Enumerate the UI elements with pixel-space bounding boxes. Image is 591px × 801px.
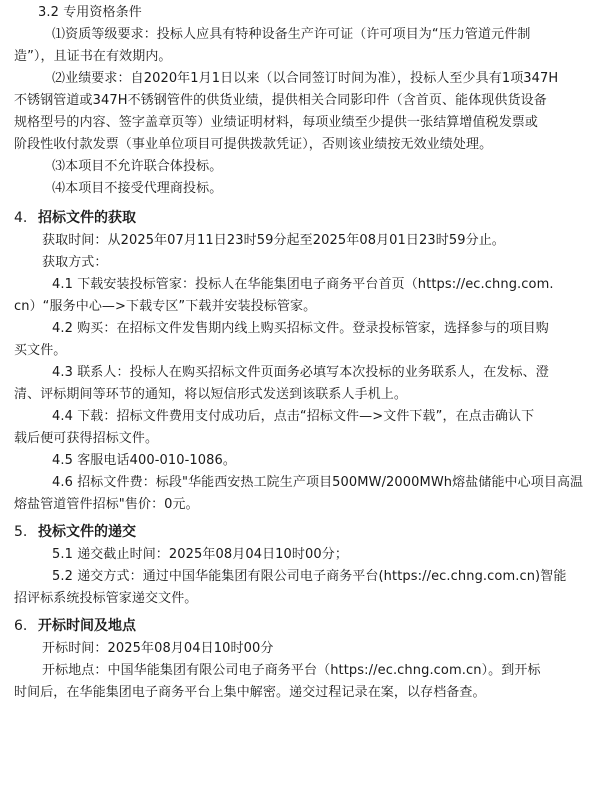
item-5-2: 5.2 递交方式：通过中国华能集团有限公司电子商务平台(https://ec.chng.com.cn)智能 xyxy=(52,569,567,584)
item-4-3-cont: 清、评标期间等环节的通知，将以短信形式发送到该联系人手机上。 xyxy=(14,387,408,402)
qualification-item-2: ⑵业绩要求：自2020年1月1日以来（以合同签订时间为准），投标人至少具有1项347H xyxy=(52,71,559,86)
item-4-6: 4.6 招标文件费：标段"华能西安热工院生产项目500MW/2000MWh熔盐储能中心项目高温 xyxy=(52,475,584,490)
qualification-item-1-cont: 造”），且证书在有效期内。 xyxy=(14,49,172,64)
qualification-item-2-cont-1: 不锈钢管道或347H不锈钢管件的供货业绩，提供相关合同影印件（含首页、能体现供货设备 xyxy=(14,93,547,108)
item-4-2-cont: 买文件。 xyxy=(14,343,67,358)
item-4-4: 4.4 下载：招标文件费用支付成功后，点击“招标文件—>文件下载”，在点击确认下 xyxy=(52,409,535,424)
qualification-item-2-cont-2: 规格型号的内容、签字盖章页等）业绩证明材料，每项业绩至少提供一张结算增值税发票或 xyxy=(14,115,539,130)
section-title: 招标文件的获取 xyxy=(38,210,136,226)
item-5-1: 5.1 递交截止时间：2025年08月04日10时00分； xyxy=(52,547,348,562)
opening-time: 开标时间：2025年08月04日10时00分 xyxy=(42,641,274,656)
opening-place: 开标地点：中国华能集团有限公司电子商务平台（https://ec.chng.com.cn）。到开标 xyxy=(42,663,541,678)
qualification-item-2-cont-3: 阶段性收付款发票（事业单位项目可提供拨款凭证），否则该业绩按无效业绩处理。 xyxy=(14,137,493,152)
section-title: 投标文件的递交 xyxy=(38,524,136,540)
subsection-title-3-2: 3.2 专用资格条件 xyxy=(38,5,142,20)
section-heading-5 xyxy=(14,520,583,544)
section-title: 开标时间及地点 xyxy=(38,618,136,634)
qualification-item-3: ⑶本项目不允许联合体投标。 xyxy=(52,159,223,174)
item-4-5: 4.5 客服电话400-010-1086。 xyxy=(52,453,236,468)
item-4-4-cont: 载后便可获得招标文件。 xyxy=(14,431,159,446)
acquisition-method-label: 获取方式： xyxy=(42,255,108,270)
qualification-item-4: ⑷本项目不接受代理商投标。 xyxy=(52,181,223,196)
section-number: 4. xyxy=(14,210,28,226)
item-4-1: 4.1 下载安装投标管家：投标人在华能集团电子商务平台首页（https://ec.chng.com. xyxy=(52,277,554,292)
item-5-2-cont: 招评标系统投标管家递交文件。 xyxy=(14,591,198,606)
section-number: 5. xyxy=(14,524,28,540)
item-4-3: 4.3 联系人：投标人在购买招标文件页面务必填写本次投标的业务联系人，在发标、澄 xyxy=(52,365,549,380)
item-4-2: 4.2 购买：在招标文件发售期内线上购买招标文件。登录投标管家，选择参与的项目购 xyxy=(52,321,549,336)
section-heading-6 xyxy=(14,614,583,638)
item-4-1-cont: cn）“服务中心—>下载专区”下载并安装投标管家。 xyxy=(14,299,317,314)
item-4-6-cont: 熔盐管道管件招标"售价：0元。 xyxy=(14,497,199,512)
opening-place-cont: 时间后，在华能集团电子商务平台上集中解密。递交过程记录在案，以存档备查。 xyxy=(14,685,486,700)
qualification-item-1: ⑴资质等级要求：投标人应具有特种设备生产许可证（许可项目为“压力管道元件制 xyxy=(52,27,531,42)
section-number: 6. xyxy=(14,618,28,634)
section-heading-4 xyxy=(14,206,583,230)
acquisition-time: 获取时间：从2025年07月11日23时59分起至2025年08月01日23时59分止。 xyxy=(42,233,505,248)
